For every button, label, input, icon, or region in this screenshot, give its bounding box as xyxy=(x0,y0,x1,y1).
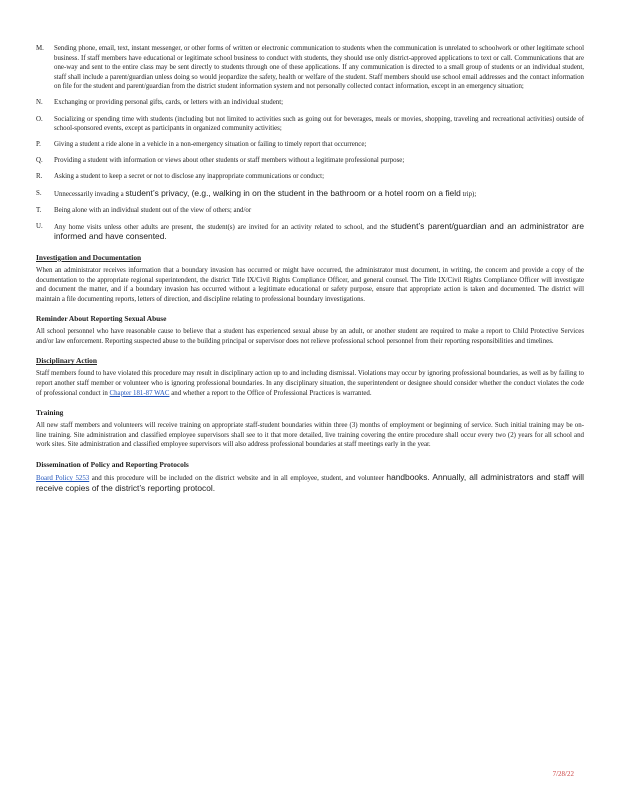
list-item-o: O. Socializing or spending time with students (including but not limited to activities such as going out for beverages, meals or movies, shopping, traveling and recreational activities) outside of school-sponsored events, except as participants in organized community activities; xyxy=(36,115,584,133)
list-item-s: S. Unnecessarily invading a student’s privacy, (e.g., walking in on the student in the bathroom or a hotel room on a field trip); xyxy=(36,187,477,198)
reminder-text: All school personnel who have reasonable cause to believe that a student has experienced sexual abuse by an adult, or another student are required to make a report to Child Protective Services and/or law enforcement. Reporting suspected abuse to the building principal or supervisor does not relieve professional school personnel from their reporting responsibilities and timelines. xyxy=(36,328,584,345)
dissemination-text: Board Policy 5253 and this procedure will be included on the district website and in all employee, student, and volunteer handbooks. Annually, all administrators and staff will receive copies of the district’s reporting protocol. xyxy=(36,472,584,493)
list-item-u: U. Any home visits unless other adults are present, the student(s) are invited for an activity related to school, and the student’s parent/guardian and an administrator are informed and have consented. xyxy=(36,220,584,242)
list-item-q: Q. Providing a student with information or views about other students or staff members without a legitimate professional purpose; xyxy=(36,157,405,165)
item-s-text-small: Unnecessarily invading a xyxy=(54,190,124,198)
disciplinary-heading: Disciplinary Action xyxy=(36,356,97,366)
item-u-text-small: Any home visits unless other adults are present, the student(s) are invited for an activity related to school, and the xyxy=(54,223,389,231)
training-text: All new staff members and volunteers will receive training on appropriate staff-student boundaries within three (3) months of employment or beginning of service. Such initial training may be on-line training. Site administration and classified employee supervisors shall see to it that more detailed, live training covering the entire procedure shall occur every two (2) years for all school and work sites. Site administration and classified employee supervisors will also address professional boundaries at staff meetings early in the year. xyxy=(36,422,584,449)
list-item-n: N. Exchanging or providing personal gifts, cards, or letters with an individual student; xyxy=(36,99,284,107)
training-heading: Training xyxy=(36,408,64,418)
wac-chapter-link[interactable]: Chapter 181-87 WAC xyxy=(109,389,170,397)
investigation-text: When an administrator receives information that a boundary invasion has occurred or might have occurred, the administrator must document, in writing, the concern and provide a copy of the documentation to the appropriate regional superintendent, the district Title IX/Civil Rights Compliance Officer, and general counsel. The Title IX/Civil Rights Compliance Officer will investigate and document the matter, and if a boundary invasion has occurred without a legitimate educational or safety purpose, ensure that appropriate action is taken and documented. The district will maintain a file documenting reports, letters of direction, and discipline relating to professional boundary investigations. xyxy=(36,266,584,303)
investigation-heading: Investigation and Documentation xyxy=(36,252,142,262)
item-s-text-large: student’s privacy, (e.g., walking in on the student in the bathroom or a hotel room on a field xyxy=(125,187,461,198)
list-item-t: T. Being alone with an individual student out of the view of others; and/or xyxy=(36,206,252,214)
list-item-m: M. Sending phone, email, text, instant messenger, or other forms of written or electronic communication to students when the communication is unrelated to schoolwork or other legitimate school business. If staff members have educational or legitimate school business to conduct with students, they should use only district-approved applications to text or call. Communications that are one-way and sent to the entire class may be sent directly to students through one of these applications. If any communication is directed to a small group of students or an individual student, staff shall include a parent/guardian unless doing so would jeopardize the safety, health or welfare of the student. Staff members should use school email addresses and the contact information on file for the student and parent/guardian from the district student information system and not personally collected contact information, except in an emergency situation; xyxy=(36,45,584,91)
document-page xyxy=(36,44,584,494)
board-policy-link[interactable]: Board Policy 5253 xyxy=(36,475,90,483)
list-item-r: R. Asking a student to keep a secret or not to disclose any inappropriate communications or conduct; xyxy=(36,173,325,181)
disciplinary-text: Staff members found to have violated this procedure may result in disciplinary action up to and including dismissal. Violations may occur by ignoring professional boundaries, as well as by failing to report another staff member or volunteer who is ignoring professional boundaries. In any disciplinary situation, the superintendent or designee should consider whether the conduct violates the code of professional conduct in Chapter 181-87 WAC and whether a report to the Office of Professional Practices is warranted. xyxy=(36,370,584,397)
list-items xyxy=(36,44,584,243)
item-s-text-tail: trip); xyxy=(462,190,477,198)
footer-date: 7/28/22 xyxy=(552,770,574,778)
reminder-heading: Reminder About Reporting Sexual Abuse xyxy=(36,314,167,324)
dissemination-heading: Dissemination of Policy and Reporting Protocols xyxy=(36,460,189,470)
item-u-text-large: student’s parent/guardian and an administrator are informed and have consented. xyxy=(54,220,584,242)
list-item-p: P. Giving a student a ride alone in a vehicle in a non-emergency situation or failing to timely report that occurrence; xyxy=(36,141,367,149)
